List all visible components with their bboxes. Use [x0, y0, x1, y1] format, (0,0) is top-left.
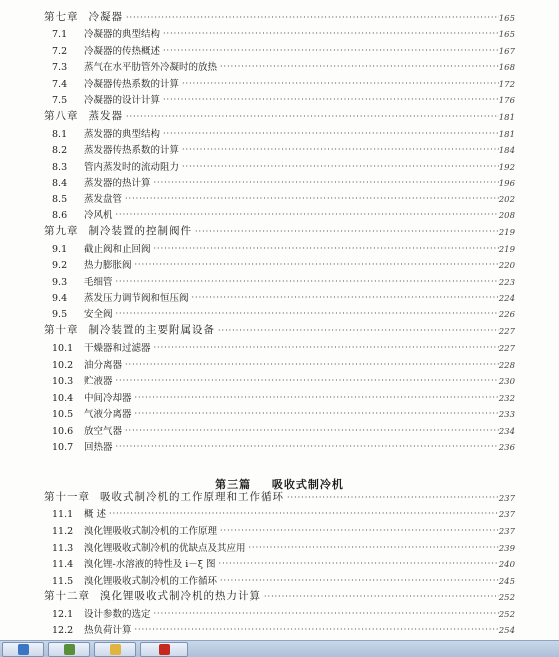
- dot-leader: [217, 63, 499, 71]
- toc-chapter-row: [0, 321, 559, 337]
- toc-section-row: [0, 554, 559, 570]
- toc-section-row: [0, 57, 559, 73]
- toc-page-number: 237: [498, 527, 515, 537]
- toc-number: 第七章: [44, 11, 79, 23]
- toc-number: 第十二章: [44, 590, 90, 602]
- toc-page-number: 252: [498, 610, 515, 620]
- dot-leader: [113, 443, 499, 451]
- dot-leader: [113, 377, 499, 385]
- folder-icon: [110, 644, 121, 655]
- toc-number: 7.4: [52, 79, 68, 90]
- dot-leader: [160, 30, 499, 38]
- toc-title: 制冷装置的主要附属设备: [88, 324, 215, 336]
- toc-title: 放空气器: [84, 426, 123, 437]
- toc-section-row: [0, 421, 559, 437]
- toc-page-number: 226: [498, 310, 515, 320]
- toc-title: 概 述: [84, 509, 107, 520]
- toc-number: 10.2: [52, 360, 74, 371]
- dot-leader: [113, 211, 499, 219]
- dot-leader: [106, 510, 499, 518]
- toc-page-number: 176: [498, 96, 515, 106]
- toc-number: 7.5: [52, 95, 68, 106]
- toc-title: 干燥器和过滤器: [84, 343, 151, 354]
- toc-page-number: 232: [498, 394, 515, 404]
- toc-number: 11.3: [52, 543, 74, 554]
- dot-leader: [151, 610, 499, 618]
- toc-page-number: 165: [498, 14, 515, 24]
- taskbar-button[interactable]: [140, 642, 188, 657]
- dot-leader: [123, 113, 499, 121]
- dot-leader: [132, 626, 499, 634]
- part-title: 吸收式制冷机: [271, 478, 344, 491]
- toc-section-row: [0, 521, 559, 537]
- toc-title: 蒸气在水平肋管外冷凝时的放热: [84, 62, 218, 73]
- toc-section-row: [0, 24, 559, 40]
- toc-title: 蒸发盘管: [84, 194, 123, 205]
- toc-section-row: [0, 255, 559, 271]
- dot-leader: [122, 361, 499, 369]
- dot-leader: [189, 294, 499, 302]
- toc-number: 9.4: [52, 293, 68, 304]
- toc-page-number: 184: [498, 146, 515, 156]
- dot-leader: [113, 278, 499, 286]
- toc-number: 第九章: [44, 225, 79, 237]
- dot-leader: [132, 261, 499, 269]
- toc-page-number: 181: [498, 130, 515, 140]
- toc-section-row: [0, 90, 559, 106]
- toc-section-row: [0, 437, 559, 453]
- toc-page-number: 181: [498, 113, 515, 123]
- toc-number: 第八章: [44, 110, 79, 122]
- toc-chapter-row: [0, 222, 559, 238]
- toc-title: 冷凝器传热系数的计算: [84, 79, 180, 90]
- toc-number: 11.2: [52, 526, 74, 537]
- pdf-icon: [159, 644, 170, 655]
- toc-section-row: [0, 189, 559, 205]
- toc-number: 10.6: [52, 426, 74, 437]
- toc-page-number: 239: [498, 544, 515, 554]
- toc-number: 10.7: [52, 442, 74, 453]
- toc-section-row: [0, 157, 559, 173]
- dot-leader: [217, 527, 499, 535]
- toc-number: 11.5: [52, 576, 74, 587]
- toc-title: 热力膨胀阀: [84, 260, 132, 271]
- toc-chapter-row: [0, 8, 559, 24]
- toc-title: 截止阀和止回阀: [84, 244, 151, 255]
- toc-title: 冷凝器的典型结构: [84, 29, 161, 40]
- toc-page-number: 208: [498, 211, 515, 221]
- toc-page-number: 237: [498, 510, 515, 520]
- part-label: 第三篇: [215, 478, 252, 491]
- toc-number: 10.5: [52, 409, 74, 420]
- toc-section-row: [0, 338, 559, 354]
- dot-leader: [151, 344, 499, 352]
- toc-title: 蒸发器的热计算: [84, 178, 151, 189]
- toc-number: 9.5: [52, 309, 68, 320]
- toc-section-row: [0, 404, 559, 420]
- toc-section-row: [0, 538, 559, 554]
- toc-number: 第十章: [44, 324, 79, 336]
- toc-section-row: [0, 41, 559, 57]
- toc-page-number: 220: [498, 261, 515, 271]
- toc-title: 气液分离器: [84, 409, 132, 420]
- toc-page-number: 168: [498, 63, 515, 73]
- toc-title: 冷凝器: [88, 11, 123, 23]
- toc-page-number: 219: [498, 228, 515, 238]
- dot-leader: [246, 544, 499, 552]
- taskbar-button[interactable]: [94, 642, 136, 657]
- toc-title: 毛细管: [84, 277, 113, 288]
- dot-leader: [284, 494, 499, 502]
- dot-leader: [113, 310, 499, 318]
- dot-leader: [192, 228, 499, 236]
- taskbar-button[interactable]: [48, 642, 90, 657]
- dot-leader: [160, 47, 499, 55]
- dot-leader: [160, 96, 499, 104]
- dot-leader: [122, 427, 499, 435]
- toc-page-number: 236: [498, 443, 515, 453]
- ie-icon: [18, 644, 29, 655]
- toc-page-number: 252: [498, 593, 515, 603]
- toc-section-row: [0, 272, 559, 288]
- toc-number: 8.6: [52, 210, 68, 221]
- toc-section-row: [0, 388, 559, 404]
- toc-chapter-row: [0, 587, 559, 603]
- toc-page-number: 219: [498, 245, 515, 255]
- toc-title: 回热器: [84, 442, 113, 453]
- toc-title: 冷凝器的传热概述: [84, 46, 161, 57]
- taskbar-button[interactable]: [2, 642, 44, 657]
- toc-page-number: 237: [498, 494, 515, 504]
- toc-page-number: 233: [498, 410, 515, 420]
- dot-leader: [261, 593, 499, 601]
- toc-title: 溴化锂吸收式制冷机的热力计算: [100, 590, 261, 602]
- dot-leader: [151, 179, 499, 187]
- dot-leader: [179, 146, 499, 154]
- toc-title: 冷风机: [84, 210, 113, 221]
- toc-title: 安全阀: [84, 309, 113, 320]
- toc-page-number: 227: [498, 327, 515, 337]
- toc-section-row: [0, 304, 559, 320]
- toc-page-number: 254: [498, 626, 515, 636]
- toc-title: 溴化锂吸收式制冷机的工作原理: [84, 526, 218, 537]
- toc-number: 9.2: [52, 260, 68, 271]
- dot-leader: [179, 80, 499, 88]
- dot-leader: [215, 327, 499, 335]
- toc-section-row: [0, 74, 559, 90]
- toc-title: 蒸发器: [88, 110, 123, 122]
- toc-title: 热负荷计算: [84, 625, 132, 636]
- toc-section-row: [0, 571, 559, 587]
- toc-number: 11.4: [52, 559, 74, 570]
- toc-title: 贮液器: [84, 376, 113, 387]
- toc-page-number: 240: [498, 560, 515, 570]
- toc-page-number: 167: [498, 47, 515, 57]
- toc-title: 中间冷却器: [84, 393, 132, 404]
- toc-section-row: [0, 140, 559, 156]
- toc-number: 7.3: [52, 62, 68, 73]
- toc-page-number: 192: [498, 163, 515, 173]
- toc-number: 8.4: [52, 178, 68, 189]
- toc-section-row: [0, 288, 559, 304]
- dot-leader: [179, 163, 499, 171]
- dot-leader: [132, 394, 499, 402]
- toc-number: 9.1: [52, 244, 68, 255]
- toc-number: 10.3: [52, 376, 74, 387]
- toc-title: 制冷装置的控制阀件: [88, 225, 192, 237]
- toc-section-row: [0, 620, 559, 636]
- toc-page-number: 234: [498, 427, 515, 437]
- dot-leader: [160, 130, 499, 138]
- toc-title: 蒸发器的典型结构: [84, 129, 161, 140]
- app-icon: [64, 644, 75, 655]
- toc-number: 8.3: [52, 162, 68, 173]
- dot-leader: [122, 195, 499, 203]
- toc-title: 蒸发器传热系数的计算: [84, 145, 180, 156]
- toc-number: 11.1: [52, 509, 74, 520]
- toc-page-number: 223: [498, 278, 515, 288]
- toc-section-row: [0, 124, 559, 140]
- toc-section-row: [0, 604, 559, 620]
- toc-title: 蒸发压力调节阀和恒压阀: [84, 293, 189, 304]
- toc-page-number: 202: [498, 195, 515, 205]
- toc-section-row: [0, 504, 559, 520]
- toc-page-number: 172: [498, 80, 515, 90]
- toc-number: 9.3: [52, 277, 68, 288]
- toc-title: 溴化锂-水溶液的特性及 i－ξ 图: [84, 559, 216, 570]
- toc-section-row: [0, 355, 559, 371]
- toc-title: 冷凝器的设计计算: [84, 95, 161, 106]
- toc-number: 10.4: [52, 393, 74, 404]
- toc-page-number: 224: [498, 294, 515, 304]
- toc-section-row: [0, 371, 559, 387]
- toc-number: 7.2: [52, 46, 68, 57]
- toc-chapter-row: [0, 107, 559, 123]
- toc-title: 设计参数的选定: [84, 609, 151, 620]
- toc-number: 10.1: [52, 343, 74, 354]
- dot-leader: [216, 560, 499, 568]
- toc-title: 吸收式制冷机的工作原理和工作循环: [100, 491, 284, 503]
- toc-number: 8.1: [52, 129, 68, 140]
- toc-page-number: 196: [498, 179, 515, 189]
- toc-section-row: [0, 239, 559, 255]
- toc-page-number: 245: [498, 577, 515, 587]
- toc-page-number: 165: [498, 30, 515, 40]
- toc-title: 溴化锂吸收式制冷机的优缺点及其应用: [84, 543, 246, 554]
- toc-page-number: 230: [498, 377, 515, 387]
- toc-section-row: [0, 205, 559, 221]
- toc-title: 油分离器: [84, 360, 123, 371]
- toc-number: 8.2: [52, 145, 68, 156]
- dot-leader: [132, 410, 499, 418]
- toc-page-number: 227: [498, 344, 515, 354]
- dot-leader: [123, 14, 499, 22]
- toc-number: 第十一章: [44, 491, 90, 503]
- taskbar: [0, 640, 559, 657]
- toc-number: 8.5: [52, 194, 68, 205]
- toc-number: 7.1: [52, 29, 68, 40]
- toc-number: 12.1: [52, 609, 74, 620]
- toc-page-number: 228: [498, 361, 515, 371]
- toc-chapter-row: [0, 488, 559, 504]
- dot-leader: [151, 245, 499, 253]
- toc-number: 12.2: [52, 625, 74, 636]
- dot-leader: [217, 577, 499, 585]
- toc-section-row: [0, 173, 559, 189]
- toc-title: 溴化锂吸收式制冷机的工作循环: [84, 576, 218, 587]
- toc-title: 管内蒸发时的流动阻力: [84, 162, 180, 173]
